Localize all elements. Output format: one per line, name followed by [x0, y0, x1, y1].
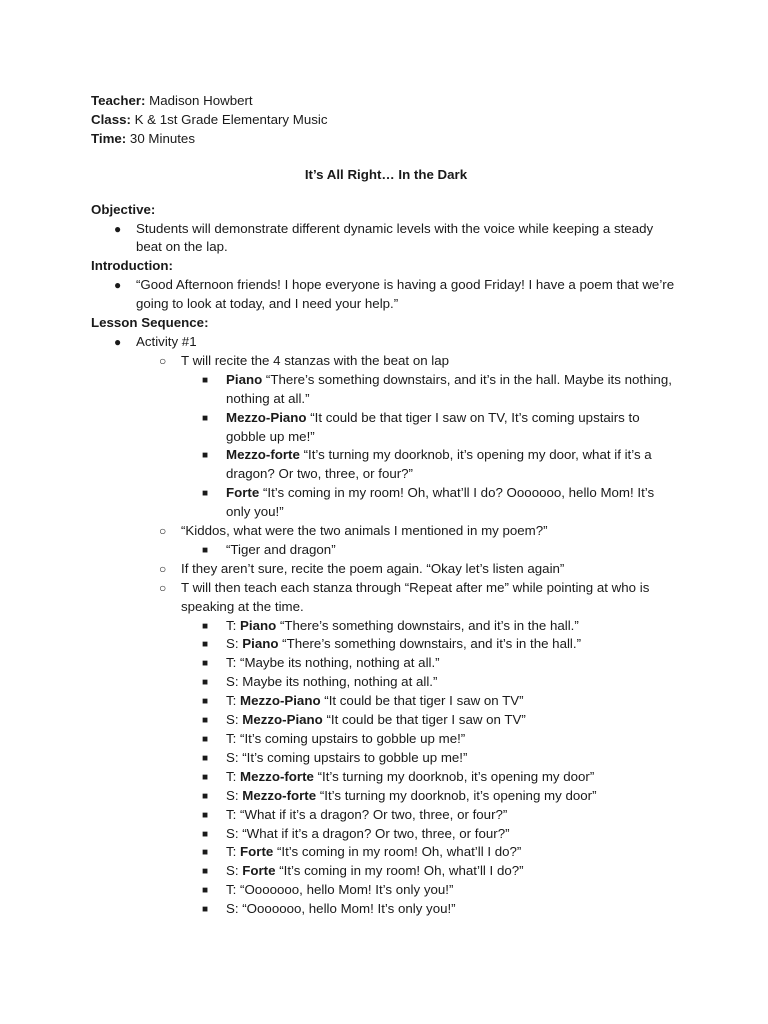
- square-marker: ■: [202, 620, 209, 632]
- echo-item-text: [226, 806, 681, 825]
- circle-marker: ○: [159, 524, 167, 539]
- square-marker: ■: [202, 828, 209, 840]
- circle-marker: ○: [159, 561, 167, 576]
- dynamic-label: Forte: [240, 844, 274, 860]
- bullet-marker: ●: [114, 334, 122, 349]
- dynamic-label: Mezzo-forte: [226, 447, 300, 463]
- speaker-text: T: “What if it’s a dragon? Or two, three, or four?”: [226, 806, 508, 822]
- objective-item: [91, 220, 681, 258]
- introduction-heading: Introduction:: [91, 258, 173, 274]
- echo-item-text: [226, 825, 681, 844]
- activity-text: Activity #1: [136, 333, 197, 349]
- document-page: [91, 92, 681, 919]
- teacher-label: Teacher:: [91, 93, 146, 108]
- square-marker: ■: [202, 696, 209, 708]
- dynamic-label: Piano: [226, 371, 263, 387]
- line-text: “There’s something downstairs, and it’s in the hall. Maybe its nothing, nothing at all.”: [226, 371, 672, 406]
- echo-item: [91, 654, 681, 673]
- stanza-item: [91, 446, 681, 484]
- echo-item-text: [226, 749, 681, 768]
- unsure-item: [91, 560, 681, 579]
- line-text: “It’s coming in my room! Oh, what’ll I do?”: [275, 863, 524, 879]
- speaker-text: S: “Ooooooo, hello Mom! It’s only you!”: [226, 901, 456, 917]
- objective-heading: Objective:: [91, 201, 156, 217]
- stanza-item: [91, 371, 681, 409]
- echo-item: [91, 768, 681, 787]
- square-marker: ■: [202, 639, 209, 651]
- speaker-text: T: “Maybe its nothing, nothing at all.”: [226, 655, 440, 671]
- echo-item-text: [226, 900, 681, 919]
- echo-item-text: [226, 692, 681, 711]
- speaker-text: S:: [226, 787, 243, 803]
- teacher-name: Madison Howbert: [145, 93, 253, 108]
- echo-item-text: [226, 768, 681, 787]
- answer-item: [91, 541, 681, 560]
- speaker-text: T:: [226, 693, 241, 709]
- speaker-text: S: “What if it’s a dragon? Or two, three, or four?”: [226, 825, 510, 841]
- line-text: “It’s turning my doorknob, it’s opening my door”: [316, 787, 597, 803]
- time-line: [91, 130, 681, 149]
- stanza-list: [91, 371, 681, 522]
- dynamic-label: Piano: [240, 617, 277, 633]
- speaker-text: S: “It’s coming upstairs to gobble up me!”: [226, 749, 468, 765]
- speaker-text: T:: [226, 617, 241, 633]
- echo-item: [91, 843, 681, 862]
- square-marker: ■: [202, 412, 209, 424]
- echo-item: [91, 862, 681, 881]
- activity-item: [91, 333, 681, 352]
- dynamic-label: Mezzo-forte: [242, 787, 317, 803]
- speaker-text: T:: [226, 844, 241, 860]
- lesson-title: It’s All Right… In the Dark: [304, 166, 468, 182]
- line-text: “It could be that tiger I saw on TV”: [320, 693, 524, 709]
- square-marker: ■: [202, 715, 209, 727]
- square-marker: ■: [202, 374, 209, 386]
- question-item: [91, 522, 681, 541]
- speaker-text: S: Maybe its nothing, nothing at all.”: [226, 674, 438, 690]
- echo-item-text: [226, 843, 681, 862]
- line-text: “There’s something downstairs, and it’s in the hall.”: [276, 617, 579, 633]
- dynamic-label: Mezzo-Piano: [242, 712, 323, 728]
- lesson-sequence-heading: Lesson Sequence:: [91, 315, 209, 331]
- recite-text: T will recite the 4 stanzas with the beat on lap: [181, 352, 450, 368]
- dynamic-label: Piano: [242, 636, 279, 652]
- line-text: “It’s coming in my room! Oh, what’ll I do?”: [273, 844, 522, 860]
- echo-item-text: [226, 654, 681, 673]
- square-marker: ■: [202, 734, 209, 745]
- echo-item: [91, 787, 681, 806]
- echo-item: [91, 711, 681, 730]
- answer-text: “Tiger and dragon”: [226, 541, 336, 557]
- bullet-marker: ●: [114, 278, 122, 293]
- square-marker: ■: [202, 790, 209, 802]
- square-marker: ■: [202, 885, 209, 897]
- dynamic-label: Forte: [242, 863, 276, 879]
- line-text: “It’s turning my doorknob, it’s opening my door”: [313, 768, 595, 784]
- line-text: “It could be that tiger I saw on TV”: [322, 712, 526, 728]
- echo-item: [91, 806, 681, 825]
- dynamic-label: Mezzo-Piano: [240, 693, 321, 709]
- echo-item: [91, 825, 681, 844]
- echo-item-text: [226, 862, 681, 881]
- echo-item: [91, 692, 681, 711]
- time-label: Time:: [91, 130, 127, 146]
- echo-item: [91, 635, 681, 654]
- echo-item: [91, 749, 681, 768]
- stanza-item-text: [226, 409, 681, 447]
- teach-text: T will then teach each stanza through “Repeat after me” while pointing at who is speaking at the time.: [181, 579, 650, 614]
- echo-item-text: [226, 881, 681, 900]
- question-text: “Kiddos, what were the two animals I mentioned in my poem?”: [181, 523, 548, 539]
- recite-item: [91, 352, 681, 371]
- speaker-text: T: “It’s coming upstairs to gobble up me!”: [226, 731, 466, 746]
- dynamic-label: Forte: [226, 485, 260, 501]
- square-marker: ■: [202, 771, 209, 783]
- objective-text: Students will demonstrate different dynamic levels with the voice while keeping a steady beat on the lap.: [136, 220, 654, 255]
- dynamic-label: Mezzo-forte: [240, 768, 314, 784]
- teach-item: [91, 579, 681, 617]
- square-marker: ■: [202, 866, 209, 878]
- introduction-item: [91, 276, 681, 314]
- line-text: “It’s coming in my room! Oh, what’ll I do? Ooooooo, hello Mom! It’s only you!”: [226, 485, 655, 520]
- line-text: “It’s turning my doorknob, it’s opening my door, what if it’s a dragon? Or two, three, or four?”: [226, 447, 652, 482]
- echo-item: [91, 881, 681, 900]
- square-marker: ■: [202, 677, 209, 689]
- stanza-item-text: [226, 371, 681, 409]
- square-marker: ■: [202, 488, 209, 500]
- echo-item: [91, 617, 681, 636]
- introduction-text: “Good Afternoon friends! I hope everyone is having a good Friday! I have a poem that we’re going to look at today, and I need your help.”: [136, 277, 675, 312]
- square-marker: ■: [202, 809, 209, 821]
- echo-item-text: [226, 617, 681, 636]
- echo-list: [91, 617, 681, 920]
- line-text: “There’s something downstairs, and it’s in the hall.”: [278, 636, 581, 652]
- echo-item-text: [226, 787, 681, 806]
- speaker-text: S:: [226, 636, 243, 652]
- square-marker: ■: [202, 544, 209, 556]
- echo-item: [91, 730, 681, 749]
- speaker-text: S:: [226, 863, 243, 879]
- speaker-text: T:: [226, 768, 241, 784]
- teacher-line: [91, 92, 681, 111]
- stanza-item: [91, 409, 681, 447]
- unsure-text: If they aren’t sure, recite the poem again. “Okay let’s listen again”: [181, 560, 565, 576]
- echo-item-text: [226, 711, 681, 730]
- square-marker: ■: [202, 658, 209, 670]
- bullet-marker: ●: [114, 221, 122, 236]
- class-label: Class:: [91, 111, 131, 127]
- echo-item: [91, 673, 681, 692]
- square-marker: ■: [202, 847, 209, 859]
- stanza-item-text: [226, 484, 681, 522]
- line-text: “It could be that tiger I saw on TV, It’s coming upstairs to gobble up me!”: [226, 409, 640, 444]
- speaker-text: T: “Ooooooo, hello Mom! It’s only you!”: [226, 882, 454, 898]
- echo-item-text: [226, 673, 681, 692]
- echo-item-text: [226, 635, 681, 654]
- time-value: 30 Minutes: [126, 130, 195, 146]
- class-line: [91, 111, 681, 130]
- class-name: K & 1st Grade Elementary Music: [130, 111, 328, 127]
- dynamic-label: Mezzo-Piano: [226, 409, 307, 425]
- circle-marker: ○: [159, 580, 167, 595]
- speaker-text: S:: [226, 712, 243, 728]
- circle-marker: ○: [159, 353, 167, 368]
- echo-item: [91, 900, 681, 919]
- square-marker: ■: [202, 752, 209, 764]
- stanza-item-text: [226, 446, 681, 484]
- square-marker: ■: [202, 450, 209, 462]
- square-marker: ■: [202, 904, 209, 916]
- stanza-item: [91, 484, 681, 522]
- echo-item-text: [226, 730, 681, 749]
